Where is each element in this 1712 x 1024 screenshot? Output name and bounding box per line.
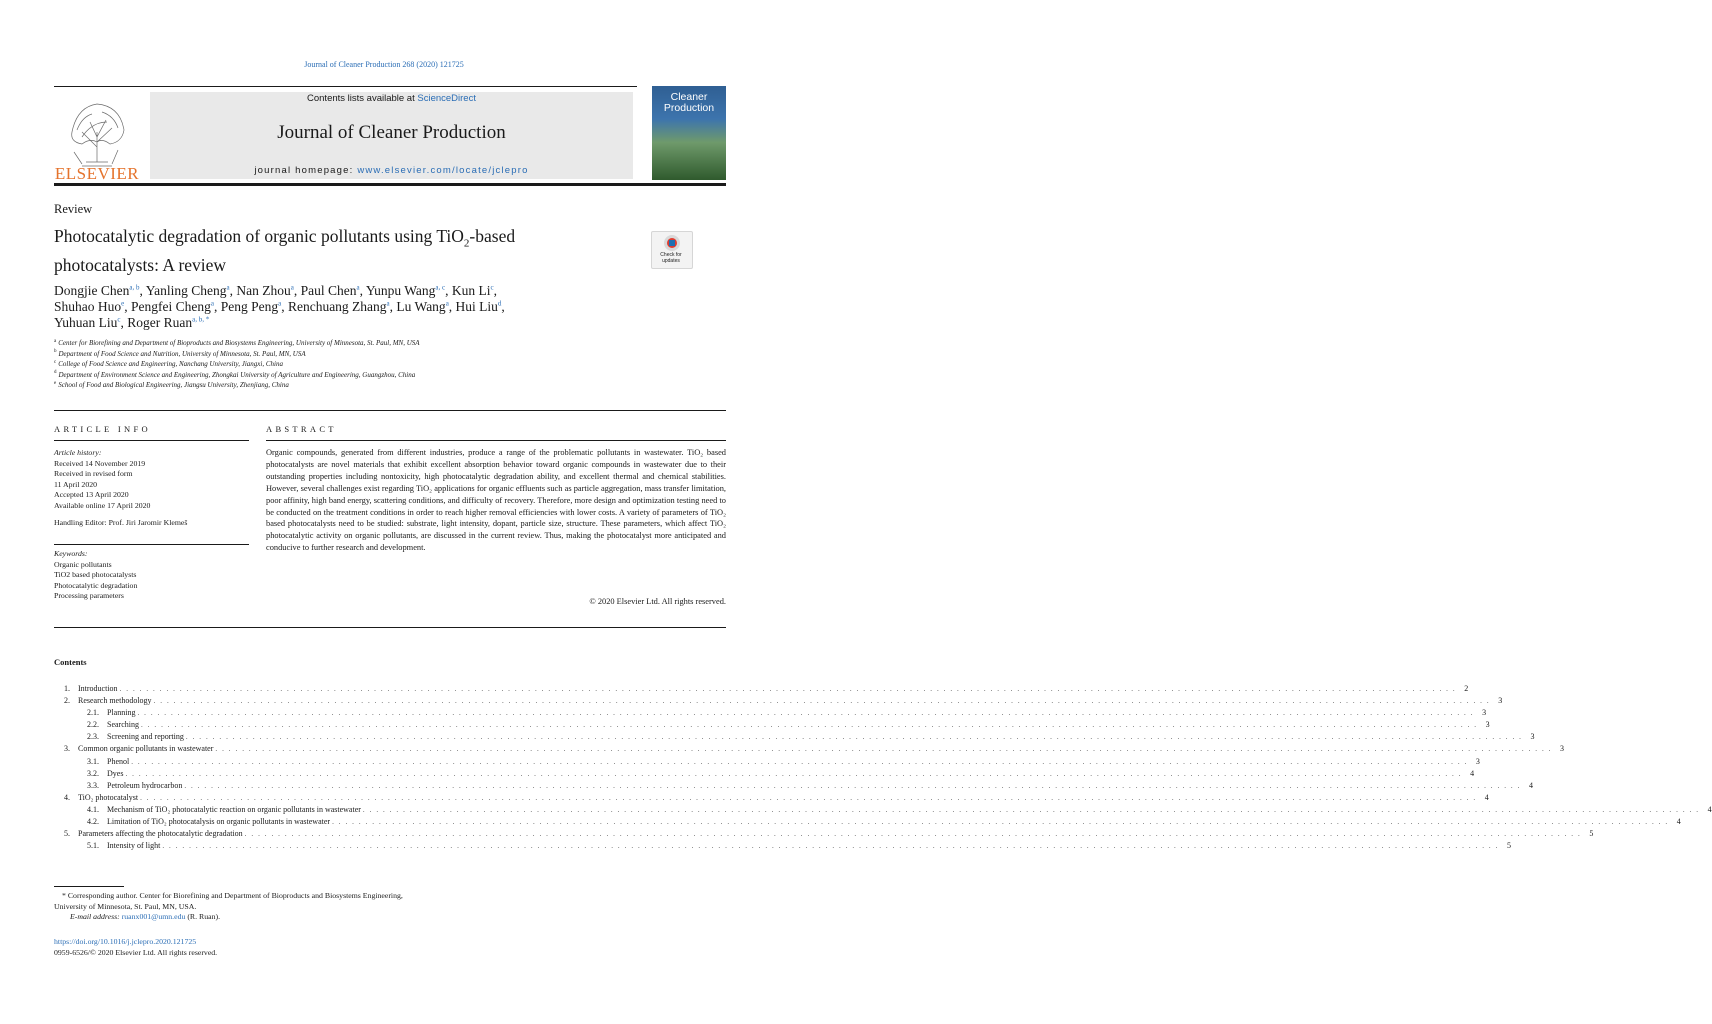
- toc-entry[interactable]: [54, 719, 1490, 731]
- author-separator: ,: [445, 283, 452, 298]
- toc-entry[interactable]: [54, 707, 1487, 719]
- author-separator: ,: [120, 315, 128, 330]
- toc-page-number: 2: [1464, 684, 1469, 693]
- toc-number: 3.2.: [87, 768, 99, 778]
- author-separator: ,: [229, 283, 237, 298]
- check-label-line2: updates: [662, 257, 680, 264]
- toc-leader-dots: . . . . . . . . . . . . . . . . . . . . . . . . . . . . . . . . . . . . . . . . . . . . . . . . . . . . . . . . . . . . . . . . . . . . . . . . . . . . . . . . . . . . . . . . . . . . . . . . . . . . . . . . . . . . . . . . . . . . . . . . . . . . . . . . . . . . . . . . . . . . . . . . . . . . . . . . . . . . . . . . . . . . . . . . . . . . . . . . . . . . . . . . . . . . . . . . . . . . . . . .: [153, 697, 1491, 706]
- author-affiliation-marker[interactable]: a: [210, 299, 214, 308]
- affiliation-item: [54, 370, 704, 381]
- toc-title[interactable]: Research methodology: [78, 696, 152, 706]
- toc-number: 3.1.: [87, 756, 99, 766]
- toc-leader-dots: . . . . . . . . . . . . . . . . . . . . . . . . . . . . . . . . . . . . . . . . . . . . . . . . . . . . . . . . . . . . . . . . . . . . . . . . . . . . . . . . . . . . . . . . . . . . . . . . . . . . . . . . . . . . . . . . . . . . . . . . . . . . . . . . . . . . . . . . . . . . . . . . . . . . . . . . . . . . . . . . . . . . . . . . . . . . . . . . . . . . . . . . . . . . . . . . . . . . . . . .: [362, 805, 1700, 814]
- contents-available-line: [150, 93, 633, 104]
- author-affiliation-marker[interactable]: a, b, *: [192, 315, 210, 324]
- author-separator: ,: [493, 283, 497, 298]
- toc-entry[interactable]: [54, 816, 1681, 828]
- author-affiliation-marker[interactable]: c: [490, 283, 494, 292]
- title-part2: -based photocatalysts: A review: [54, 226, 516, 275]
- toc-entry[interactable]: [54, 768, 1475, 780]
- toc-number: 2.: [64, 696, 70, 706]
- toc-page-number: 3: [1560, 744, 1565, 754]
- keyword-item: Photocatalytic degradation: [54, 580, 138, 590]
- author-name[interactable]: Shuhao Huo: [54, 299, 122, 314]
- toc-entry[interactable]: [54, 756, 1480, 768]
- author-affiliation-marker[interactable]: a: [290, 283, 294, 292]
- keyword-item: Processing parameters: [54, 591, 124, 600]
- email-suffix: (R. Ruan).: [185, 912, 221, 921]
- author-affiliation-marker[interactable]: a, c: [435, 283, 446, 292]
- affiliation-marker: b: [54, 349, 57, 355]
- toc-entry[interactable]: [54, 780, 1533, 792]
- article-info-rule: [54, 440, 249, 441]
- author-name[interactable]: Kun Li: [451, 283, 491, 298]
- toc-title[interactable]: Limitation of TiO₂ photocatalysis on organic pollutants in wastewater: [107, 817, 331, 827]
- article-history: [54, 448, 249, 529]
- article-title: [54, 226, 614, 276]
- contents-prefix: Contents lists available at: [307, 93, 418, 104]
- author-name[interactable]: Dongjie Chen: [54, 283, 130, 298]
- history-label: Article history:: [54, 448, 102, 457]
- toc-leader-dots: . . . . . . . . . . . . . . . . . . . . . . . . . . . . . . . . . . . . . . . . . . . . . . . . . . . . . . . . . . . . . . . . . . . . . . . . . . . . . . . . . . . . . . . . . . . . . . . . . . . . . . . . . . . . . . . . . . . . . . . . . . . . . . . . . . . . . . . . . . . . . . . . . . . . . . . . . . . . . . . . . . . . . . . . . . . . . . . . . . . . . . . . . . . . . . . . . . . . . . . .: [184, 781, 1521, 790]
- author-separator: ,: [281, 299, 288, 314]
- author-name[interactable]: Lu Wang: [396, 299, 446, 314]
- author-separator: ,: [213, 299, 221, 314]
- affiliation-text: School of Food and Biological Engineering, Jiangsu University, Zhenjiang, China: [58, 381, 289, 389]
- toc-title[interactable]: Planning: [107, 708, 136, 718]
- toc-page-number: 4: [1470, 768, 1475, 778]
- issn-line: 0959-6526/© 2020 Elsevier Ltd. All rights reserved.: [54, 947, 218, 957]
- toc-number: 4.2.: [87, 817, 99, 827]
- author-name[interactable]: Paul Chen: [300, 283, 357, 298]
- toc-page-number: 5: [1506, 841, 1511, 851]
- toc-leader-dots: . . . . . . . . . . . . . . . . . . . . . . . . . . . . . . . . . . . . . . . . . . . . . . . . . . . . . . . . . . . . . . . . . . . . . . . . . . . . . . . . . . . . . . . . . . . . . . . . . . . . . . . . . . . . . . . . . . . . . . . . . . . . . . . . . . . . . . . . . . . . . . . . . . . . . . . . . . . . . . . . . . . . . . . . . . . . . . . . . . . . . . . . . . . . . . . . . . . . . . . .: [125, 769, 1463, 778]
- author-separator: ,: [448, 299, 456, 314]
- toc-entry[interactable]: [54, 683, 1469, 695]
- author-affiliation-marker[interactable]: e: [121, 299, 125, 308]
- check-for-updates-label: [651, 253, 691, 264]
- keywords-block: [54, 549, 249, 602]
- journal-name: Journal of Cleaner Production: [277, 122, 506, 143]
- journal-reference[interactable]: Journal of Cleaner Production 268 (2020) 121725: [304, 60, 464, 69]
- toc-title[interactable]: Parameters affecting the photocatalytic degradation: [78, 829, 243, 839]
- author-separator: ,: [359, 283, 366, 298]
- author-affiliation-marker[interactable]: a: [356, 283, 360, 292]
- author-list: [54, 283, 704, 331]
- toc-leader-dots: . . . . . . . . . . . . . . . . . . . . . . . . . . . . . . . . . . . . . . . . . . . . . . . . . . . . . . . . . . . . . . . . . . . . . . . . . . . . . . . . . . . . . . . . . . . . . . . . . . . . . . . . . . . . . . . . . . . . . . . . . . . . . . . . . . . . . . . . . . . . . . . . . . . . . . . . . . . . . . . . . . . . . . . . . . . . . . . . . . . . . . . . . . . . . . . . . . . . . . . .: [185, 733, 1523, 742]
- homepage-link[interactable]: www.elsevier.com/locate/jclepro: [357, 165, 529, 176]
- toc-number: 2.3.: [87, 732, 99, 742]
- journal-cover-title: [652, 92, 726, 114]
- toc-leader-dots: . . . . . . . . . . . . . . . . . . . . . . . . . . . . . . . . . . . . . . . . . . . . . . . . . . . . . . . . . . . . . . . . . . . . . . . . . . . . . . . . . . . . . . . . . . . . . . . . . . . . . . . . . . . . . . . . . . . . . . . . . . . . . . . . . . . . . . . . . . . . . . . . . . . . . . . . . . . . . . . . . . . . . . . . . . . . . . . . . . . . . . . . . . . . . . . . . . . . . . . .: [131, 757, 1468, 766]
- email-label: E-mail address:: [70, 912, 122, 921]
- author-name[interactable]: Renchuang Zhang: [287, 299, 387, 314]
- affiliation-marker: a: [54, 338, 57, 344]
- email-line: [54, 912, 414, 923]
- toc-title[interactable]: Intensity of light: [107, 841, 161, 851]
- author-affiliation-marker[interactable]: a: [445, 299, 449, 308]
- article-type: Review: [54, 202, 93, 216]
- toc-number: 1.: [64, 684, 70, 693]
- affiliation-item: [54, 380, 704, 391]
- toc-page-number: 3: [1485, 720, 1490, 730]
- toc-title[interactable]: Screening and reporting: [107, 732, 184, 742]
- affiliation-item: [54, 338, 704, 349]
- toc-number: 5.: [64, 829, 70, 839]
- doi-block: [54, 937, 414, 958]
- toc-title[interactable]: Dyes: [107, 768, 124, 778]
- contents-heading: Contents: [54, 657, 87, 667]
- history-line: Received 14 November 2019: [54, 458, 146, 468]
- header-bottom-rule: [54, 183, 726, 186]
- author-separator: ,: [501, 299, 505, 314]
- article-info-heading: ARTICLE INFO: [54, 424, 151, 434]
- toc-number: 5.1.: [87, 841, 99, 851]
- doi-link[interactable]: https://doi.org/10.1016/j.jclepro.2020.121725: [54, 937, 197, 946]
- toc-number: 3.: [64, 744, 70, 754]
- elsevier-wordmark: ELSEVIER: [54, 164, 140, 183]
- toc-number: 2.2.: [87, 720, 99, 730]
- author-affiliation-marker[interactable]: a: [278, 299, 282, 308]
- author-name[interactable]: Yanling Cheng: [145, 283, 227, 298]
- cover-title-line1: Cleaner: [670, 91, 708, 103]
- footnote-rule: [54, 886, 124, 887]
- author-separator: ,: [293, 283, 301, 298]
- homepage-prefix: journal homepage:: [254, 165, 358, 176]
- toc-entry[interactable]: [54, 695, 1503, 707]
- author-affiliation-marker[interactable]: c: [117, 315, 121, 324]
- toc-entry[interactable]: [54, 743, 1565, 755]
- toc-leader-dots: . . . . . . . . . . . . . . . . . . . . . . . . . . . . . . . . . . . . . . . . . . . . . . . . . . . . . . . . . . . . . . . . . . . . . . . . . . . . . . . . . . . . . . . . . . . . . . . . . . . . . . . . . . . . . . . . . . . . . . . . . . . . . . . . . . . . . . . . . . . . . . . . . . . . . . . . . . . . . . . . . . . . . . . . . . . . . . . . . . . . . . . . . . . . . . . . . . . . . . . .: [141, 721, 1478, 730]
- toc-title[interactable]: TiO₂ photocatalyst: [78, 792, 139, 802]
- toc-entry[interactable]: [54, 792, 1489, 804]
- toc-title[interactable]: Mechanism of TiO₂ photocatalytic reaction on organic pollutants in wastewater: [107, 804, 361, 814]
- keywords-rule: [54, 544, 249, 545]
- handling-editor: Handling Editor: Prof. Jiri Jaromir Klemeš: [54, 518, 188, 527]
- author-affiliation-marker[interactable]: a: [226, 283, 230, 292]
- toc-number: 4.1.: [87, 804, 99, 814]
- author-separator: ,: [389, 299, 397, 314]
- toc-page-number: 3: [1530, 732, 1535, 742]
- toc-leader-dots: . . . . . . . . . . . . . . . . . . . . . . . . . . . . . . . . . . . . . . . . . . . . . . . . . . . . . . . . . . . . . . . . . . . . . . . . . . . . . . . . . . . . . . . . . . . . . . . . . . . . . . . . . . . . . . . . . . . . . . . . . . . . . . . . . . . . . . . . . . . . . . . . . . . . . . . . . . . . . . . . . . . . . . . . . . . . . . . . . . . . . . . . . . . . . . . . . . . . . . . .: [332, 818, 1669, 827]
- keyword-item: Organic pollutants: [54, 559, 112, 569]
- abstract-heading: ABSTRACT: [266, 424, 337, 434]
- affiliation-item: [54, 349, 704, 360]
- journal-homepage-line: [150, 165, 633, 176]
- author-name[interactable]: Yunpu Wang: [365, 283, 436, 298]
- affiliation-marker: d: [54, 370, 57, 376]
- author-affiliation-marker[interactable]: a: [386, 299, 390, 308]
- toc-leader-dots: . . . . . . . . . . . . . . . . . . . . . . . . . . . . . . . . . . . . . . . . . . . . . . . . . . . . . . . . . . . . . . . . . . . . . . . . . . . . . . . . . . . . . . . . . . . . . . . . . . . . . . . . . . . . . . . . . . . . . . . . . . . . . . . . . . . . . . . . . . . . . . . . . . . . . . . . . . . . . . . . . . . . . . . . . . . . . . . . . . . . . . . . . . . . . . . . . . . . . . . .: [215, 745, 1553, 754]
- toc-entry[interactable]: [54, 804, 1712, 816]
- toc-leader-dots: . . . . . . . . . . . . . . . . . . . . . . . . . . . . . . . . . . . . . . . . . . . . . . . . . . . . . . . . . . . . . . . . . . . . . . . . . . . . . . . . . . . . . . . . . . . . . . . . . . . . . . . . . . . . . . . . . . . . . . . . . . . . . . . . . . . . . . . . . . . . . . . . . . . . . . . . . . . . . . . . . . . . . . . . . . . . . . . . . . . . . . . . . . . . . . . . . . . . . . . .: [244, 830, 1582, 839]
- toc-page-number: 4: [1528, 780, 1533, 790]
- affiliation-text: Department of Environment Science and Engineering, Zhongkai University of Agriculture and Engineering, Guangzhou, China: [58, 370, 416, 379]
- crossmark-icon: [652, 232, 692, 252]
- toc-page-number: 4: [1484, 792, 1489, 802]
- author-name[interactable]: Hui Liu: [455, 299, 498, 314]
- section-rule: [54, 627, 726, 628]
- email-link[interactable]: ruanx001@umn.edu: [121, 912, 186, 921]
- section-rule: [54, 410, 726, 411]
- affiliation-marker: e: [54, 380, 57, 386]
- corresponding-note: * Corresponding author. Center for Biorefining and Department of Bioproducts and Biosystems Engineering, University of Minnesota, St. Paul, MN, USA.: [54, 891, 403, 911]
- toc-title[interactable]: Searching: [107, 720, 139, 730]
- abstract-copyright: © 2020 Elsevier Ltd. All rights reserved.: [589, 597, 726, 606]
- toc-page-number: 4: [1707, 804, 1712, 814]
- abstract-rule: [266, 440, 726, 441]
- author-affiliation-marker[interactable]: a, b: [129, 283, 140, 292]
- author-affiliation-marker[interactable]: d: [497, 299, 502, 308]
- title-subscript: 2: [463, 237, 470, 250]
- author-name[interactable]: Nan Zhou: [236, 283, 291, 298]
- abstract-text: Organic compounds, generated from different industries, produce a range of the problematic pollutants in wastewater. TiO₂ based photocatalysts are novel materials that exhibit excellent absorption behavior toward organic compounds in wastewater due to their outstanding properties including nontoxicity, high photocatalytic degradation ability, and excellent thermal and chemical stabilities. However, several challenges exist regarding TiO₂ applications for organic effluents such as particle aggregation, mass transfer limitation, poor affinity, high band energy, scattering conditions, and difficulty of recovery. Therefore, more design and optimization testing need to be conducted on the treatment conditions in order to reach higher removal efficiencies with lower costs. A variety of parameters of TiO₂ based photocatalysts need to be studied: substrate, light intensity, dopant, particle size, structure. These parameters, which affect TiO₂ photocatalytic activity on organic pollutants, are discussed in the current review. Thus, making the photocatalyst more anticipated and conducive to further research and development.: [266, 448, 726, 553]
- title-part1: Photocatalytic degradation of organic pollutants using TiO: [54, 226, 464, 246]
- toc-entry[interactable]: [54, 731, 1535, 743]
- author-name[interactable]: Roger Ruan: [127, 315, 193, 330]
- toc-number: 2.1.: [87, 708, 99, 718]
- toc-title[interactable]: Common organic pollutants in wastewater: [78, 744, 214, 754]
- affiliation-marker: c: [54, 359, 57, 365]
- corresponding-author-footnote: [54, 891, 414, 923]
- toc-page-number: 5: [1589, 829, 1594, 839]
- cover-title-line2: Production: [663, 102, 715, 114]
- toc-leader-dots: . . . . . . . . . . . . . . . . . . . . . . . . . . . . . . . . . . . . . . . . . . . . . . . . . . . . . . . . . . . . . . . . . . . . . . . . . . . . . . . . . . . . . . . . . . . . . . . . . . . . . . . . . . . . . . . . . . . . . . . . . . . . . . . . . . . . . . . . . . . . . . . . . . . . . . . . . . . . . . . . . . . . . . . . . . . . . . . . . . . . . . . . . . . . . . . . . . . . . . . .: [140, 793, 1477, 802]
- header-top-rule: [54, 86, 637, 87]
- history-line: Available online 17 April 2020: [54, 500, 151, 510]
- toc-entry[interactable]: [54, 840, 1511, 852]
- toc-leader-dots: . . . . . . . . . . . . . . . . . . . . . . . . . . . . . . . . . . . . . . . . . . . . . . . . . . . . . . . . . . . . . . . . . . . . . . . . . . . . . . . . . . . . . . . . . . . . . . . . . . . . . . . . . . . . . . . . . . . . . . . . . . . . . . . . . . . . . . . . . . . . . . . . . . . . . . . . . . . . . . . . . . . . . . . . . . . . . . . . . . . . . . . . . . . . . . . . . . . . . . . .: [162, 842, 1499, 851]
- author-separator: ,: [139, 283, 146, 298]
- toc-page-number: 3: [1475, 756, 1480, 766]
- history-line: 11 April 2020: [54, 479, 98, 489]
- toc-number: 3.3.: [87, 780, 99, 790]
- affiliation-list: [54, 338, 704, 391]
- affiliation-text: Department of Food Science and Nutrition, University of Minnesota, St. Paul, MN, USA: [58, 349, 306, 358]
- affiliation-text: Center for Biorefining and Department of Bioproducts and Biosystems Engineering, University of Minnesota, St. Paul, MN, USA: [58, 339, 420, 347]
- author-name[interactable]: Yuhuan Liu: [54, 315, 118, 330]
- toc-number: 4.: [64, 792, 70, 802]
- check-label-line1: Check for: [660, 252, 682, 258]
- toc-leader-dots: . . . . . . . . . . . . . . . . . . . . . . . . . . . . . . . . . . . . . . . . . . . . . . . . . . . . . . . . . . . . . . . . . . . . . . . . . . . . . . . . . . . . . . . . . . . . . . . . . . . . . . . . . . . . . . . . . . . . . . . . . . . . . . . . . . . . . . . . . . . . . . . . . . . . . . . . . . . . . . . . . . . . . . . . . . . . . . . . . . . . . . . . . . . . . . . . . . . . . . . .: [119, 685, 1457, 693]
- affiliation-text: College of Food Science and Engineering, Nanchang University, Jiangxi, China: [58, 360, 283, 368]
- author-name[interactable]: Peng Peng: [220, 299, 279, 314]
- toc-leader-dots: . . . . . . . . . . . . . . . . . . . . . . . . . . . . . . . . . . . . . . . . . . . . . . . . . . . . . . . . . . . . . . . . . . . . . . . . . . . . . . . . . . . . . . . . . . . . . . . . . . . . . . . . . . . . . . . . . . . . . . . . . . . . . . . . . . . . . . . . . . . . . . . . . . . . . . . . . . . . . . . . . . . . . . . . . . . . . . . . . . . . . . . . . . . . . . . . . . . . . . . .: [137, 709, 1475, 718]
- keywords-label: Keywords:: [54, 549, 88, 558]
- toc-title[interactable]: Petroleum hydrocarbon: [107, 780, 183, 790]
- keyword-item: TiO2 based photocatalysts: [54, 570, 137, 579]
- toc-page-number: 3: [1498, 696, 1503, 706]
- history-line: Received in revised form: [54, 469, 133, 478]
- toc-entry[interactable]: [54, 828, 1594, 840]
- history-line: Accepted 13 April 2020: [54, 490, 129, 499]
- sciencedirect-link[interactable]: ScienceDirect: [417, 93, 476, 104]
- toc-page-number: 4: [1676, 817, 1681, 827]
- author-name[interactable]: Pengfei Cheng: [130, 299, 211, 314]
- author-separator: ,: [124, 299, 131, 314]
- table-of-contents: [54, 683, 1712, 852]
- toc-title[interactable]: Phenol: [107, 756, 130, 766]
- toc-title[interactable]: Introduction: [78, 684, 118, 693]
- affiliation-item: [54, 359, 704, 370]
- toc-page-number: 3: [1482, 708, 1487, 718]
